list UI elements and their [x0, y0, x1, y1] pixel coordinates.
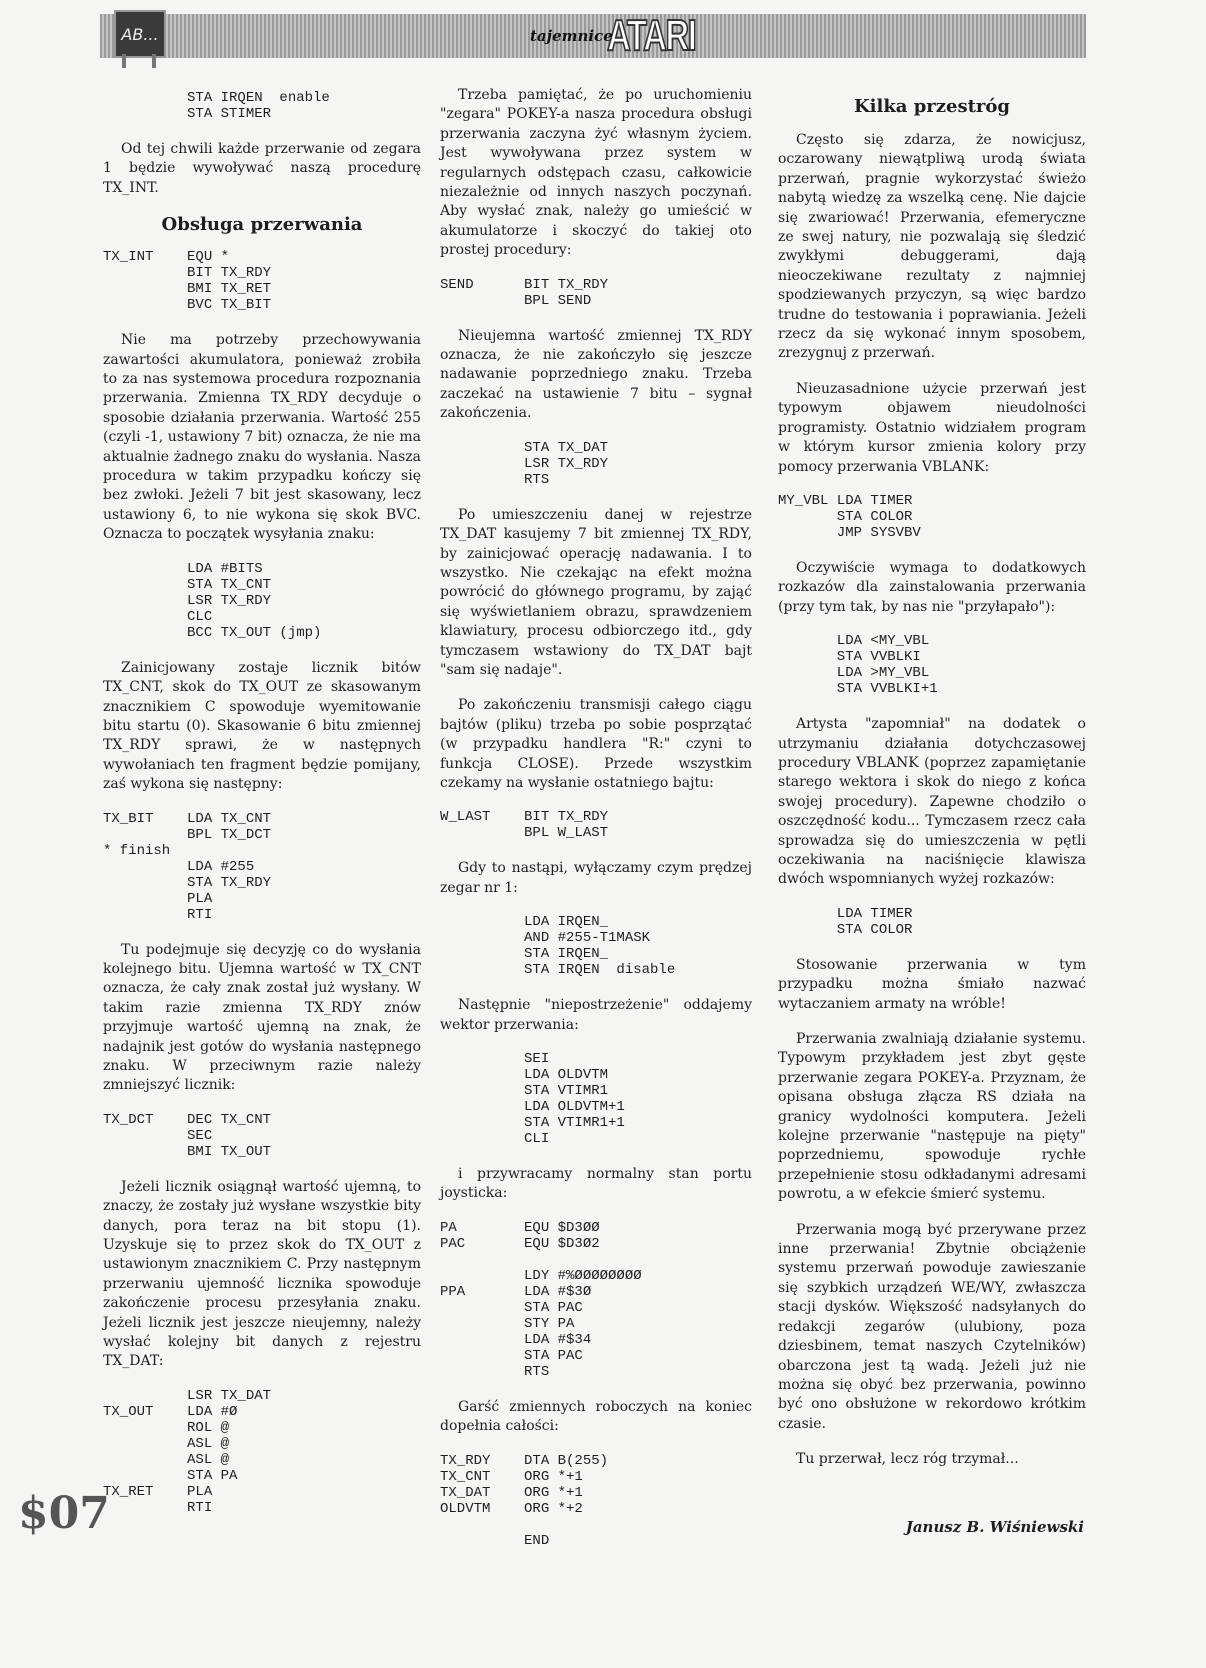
- code-listing: [778, 633, 1086, 697]
- code-listing: [103, 561, 421, 641]
- code-line: TX_INT EQU *: [103, 249, 230, 266]
- code-listing: [440, 277, 752, 309]
- code-line: SEI: [440, 1051, 550, 1067]
- code-listing: [103, 811, 421, 923]
- code-line: STA PAC: [440, 1299, 583, 1316]
- code-line: LDA >MY_VBL: [778, 665, 930, 682]
- code-line: STA VTIMR1: [440, 1083, 609, 1099]
- code-line: W_LAST BIT TX_RDY: [440, 809, 609, 826]
- code-line: LSR TX_DAT: [103, 1387, 272, 1404]
- code-line: LDA #BITS: [103, 560, 263, 577]
- code-listing: [440, 440, 752, 488]
- paragraph: Oczywiście wymaga to dodatkowych rozkazów dla zainstalowania przerwania (przy tym tak, by nas nie "przyłapało"):: [778, 559, 1086, 615]
- column-3: [778, 86, 1086, 1486]
- code-line: AND #255-T1MASK: [440, 930, 651, 947]
- code-line: BIT TX_RDY: [103, 265, 272, 282]
- code-listing: [103, 90, 421, 122]
- code-line: ASL @: [103, 1435, 230, 1452]
- code-line: LSR TX_RDY: [440, 455, 609, 472]
- code-line: LDA OLDVTM+1: [440, 1099, 625, 1115]
- code-line: BPL W_LAST: [440, 825, 609, 842]
- code-line: STA TX_RDY: [103, 874, 272, 891]
- code-listing: [440, 1453, 752, 1549]
- code-line: [440, 1252, 752, 1268]
- paragraph: Od tej chwili każde przerwanie od zegara 1 będzie wywoływać naszą procedurę TX_INT.: [103, 141, 421, 196]
- section-header-bar: [100, 11, 1086, 60]
- paragraph: Zainicjowany zostaje licznik bitów TX_CNT, skok do TX_OUT ze skasowanym znacznikiem C spowoduje wyemitowanie bitu startu (0). Skasowanie 6 bitu zmiennej TX_RDY sprawi, że w następnych wywołaniach ten fragment będzie pomijany, zaś wykona się następny:: [103, 659, 421, 793]
- code-line: STA IRQEN_: [440, 946, 609, 963]
- code-line: STA STIMER: [103, 106, 272, 122]
- code-line: TX_OUT LDA #Ø: [103, 1403, 238, 1420]
- code-line: STA PAC: [440, 1347, 583, 1364]
- code-line: RTS: [440, 471, 550, 488]
- paragraph: Nie ma potrzeby przechowywania zawartości akumulatora, ponieważ zrobiła to za nas systemowa procedura rozpoznania przerwania. Zmienna TX_RDY decyduje o sposobie działania przerwania. Wartość 255 (czyli -1, ustawiony 7 bit) oznacza, że nie ma aktualnie żadnego znaku do wysłania. Nasza procedura w takim przypadku kończy się bez zwłoki. Jeżeli 7 bit jest skasowany, lecz ustawiony 6, to nie wykona się skok BVC. Oznacza to początek wysyłania znaku:: [103, 332, 421, 543]
- paragraph: i przywracamy normalny stan portu joysticka:: [440, 1166, 752, 1202]
- code-line: STA IRQEN disable: [440, 962, 676, 979]
- code-line: BMI TX_OUT: [103, 1143, 272, 1160]
- chalkboard-leg: [122, 54, 126, 68]
- code-listing: [103, 1388, 421, 1516]
- paragraph: Tu podejmuje się decyzję co do wysłania kolejnego bitu. Ujemna wartość w TX_CNT oznacza, że cały znak został już wysłany. W takim razie zmienna TX_RDY znów przyjmuje wartość ujemną na znak, że nadajnik jest gotów do wysłania następnego znaku. W przeciwnym razie należy zmniejszyć licznik:: [103, 941, 421, 1094]
- paragraph: Przerwania mogą być przerywane przez inne przerwania! Zbytnie obciążenie systemu przerwań powoduje zawieszanie się szybkich urządzeń WE/WY, zwłaszcza stacji dysków. Większość nadsyłanych do redakcji zegarów (ulubiony, poza dziesbinem, temat naszych Czytelników) obarczona jest tą wadą. Jeżeli już nie można się obyć bez przerwania, powinno być ono obsłużone w rekordowo krótkim czasie.: [778, 1221, 1086, 1432]
- code-listing: [440, 1220, 752, 1380]
- page-number: $07: [18, 1488, 110, 1539]
- code-line: PAC EQU $D3Ø2: [440, 1235, 600, 1252]
- logo-title: ATARI: [606, 11, 696, 60]
- code-line: LDA <MY_VBL: [778, 633, 930, 650]
- code-line: BCC TX_OUT (jmp): [103, 624, 322, 641]
- code-line: BVC TX_BIT: [103, 297, 272, 314]
- code-line: PPA LDA #$3Ø: [440, 1283, 592, 1300]
- code-line: STA PA: [103, 1467, 238, 1484]
- code-line: TX_BIT LDA TX_CNT: [103, 810, 272, 827]
- paragraph: Po zakończeniu transmisji całego ciągu bajtów (pliku) trzeba po sobie posprzątać (w przypadku handlera "R:" czyni to funkcja CLOSE). Przede wszystkim czekamy na wysłanie ostatniego bajtu:: [440, 697, 752, 791]
- code-listing: [778, 906, 1086, 938]
- paragraph: Garść zmiennych roboczych na koniec dopełnia całości:: [440, 1398, 752, 1435]
- code-listing: [440, 914, 752, 978]
- code-line: TX_DAT ORG *+1: [440, 1484, 583, 1501]
- section-heading: Obsługa przerwania: [161, 214, 363, 236]
- code-line: STA VTIMR1+1: [440, 1115, 625, 1131]
- code-line: MY_VBL LDA TIMER: [778, 492, 913, 509]
- code-line: LDA OLDVTM: [440, 1067, 609, 1083]
- code-line: TX_RET PLA: [103, 1483, 213, 1500]
- code-line: STA IRQEN enable: [103, 90, 330, 106]
- code-line: LDA #$34: [440, 1331, 592, 1348]
- code-line: LDY #%ØØØØØØØØ: [440, 1267, 642, 1284]
- paragraph: Nieujemna wartość zmiennej TX_RDY oznacza, że nie zakończyło się jeszcze nadawanie poprzedniego znaku. Trzeba zaczekać na ustawienie 7 bitu – sygnał zakończenia.: [440, 327, 752, 422]
- code-line: TX_CNT ORG *+1: [440, 1468, 583, 1485]
- paragraph: Tu przerwał, lecz róg trzymał...: [796, 1451, 1019, 1468]
- paragraph: Często się zdarza, że nowicjusz, oczarowany niewątpliwą urodą świata przerwań, pragnie wykorzystać świeżo nabytą wiedzę za wszelką cenę. Nie dajcie się zwariować! Przerwania, efemeryczne ze swej natury, nie pozwalają się śledzić zwykłymi debuggerami, dają nieoczekiwane rezultaty z najmniej spodziewanych przyczyn, są więc bardzo trudne do testowania i poprawiania. Jeżeli rzecz da się wykonać innym sposobem, zrezygnuj z przerwań.: [778, 132, 1086, 362]
- code-line: STY PA: [440, 1315, 575, 1332]
- code-line: ROL @: [103, 1419, 230, 1436]
- code-line: LDA TIMER: [778, 905, 913, 922]
- chalkboard-badge: [114, 10, 166, 58]
- code-line: LDA #255: [103, 858, 255, 875]
- code-line: RTI: [103, 906, 213, 923]
- paragraph: Przerwania zwalniają działanie systemu. Typowym przykładem jest zbyt gęste przerwanie zegara POKEY-a. Przyznam, że opisana obsługa złącza RS działa na granicy wydolności komputera. Jeżeli kolejne przerwanie "następuje na pięty" poprzedniemu, spowoduje rychłe przepełnienie stosu odkładanymi adresami powrotu, a w efekcie śmierć systemu.: [778, 1031, 1086, 1203]
- code-line: OLDVTM ORG *+2: [440, 1500, 583, 1517]
- code-line: JMP SYSVBV: [778, 524, 921, 541]
- code-line: LDA IRQEN_: [440, 914, 609, 931]
- code-listing: [103, 1112, 421, 1160]
- code-line: STA TX_DAT: [440, 439, 609, 456]
- column-2: [440, 86, 752, 1567]
- paragraph: Artysta "zapomniał" na dodatek o utrzymaniu działania dotychczasowej procedury VBLANK (poprzez zapamiętanie starego wektora i skok do niego z końca swojej procedury). Zapewne chodziło o oszczędność kodu... Tymczasem rzecz cała sprowadza się do umieszczenia w pętli oczekiwania na naciśnięcie klawisza dwóch wspomnianych wyżej rozkazów:: [778, 716, 1086, 888]
- atari-logo: [530, 12, 725, 60]
- code-line: STA VVBLKI+1: [778, 681, 938, 698]
- code-line: STA VVBLKI: [778, 649, 921, 666]
- code-line: BMI TX_RET: [103, 281, 272, 298]
- code-line: SEC: [103, 1127, 213, 1144]
- author-signature: Janusz B. Wiśniewski: [905, 1518, 1084, 1536]
- code-listing: [103, 249, 421, 313]
- code-line: [440, 1517, 752, 1533]
- column-1: [103, 86, 421, 1534]
- code-line: STA COLOR: [778, 508, 913, 525]
- paragraph: Trzeba pamiętać, że po uruchomieniu "zegara" POKEY-a nasza procedura obsługi przerwania zaczyna żyć własnym życiem. Jest wywoływana przez system w regularnych odstępach czasu, całkowicie niezależnie od innych naszych poczynań. Aby wysłać znak, należy go umieścić w akumulatorze i skoczyć do takiej oto prostej procedury:: [440, 87, 752, 259]
- code-line: * finish: [103, 842, 171, 859]
- code-line: BPL SEND: [440, 292, 592, 309]
- code-line: RTI: [103, 1499, 213, 1516]
- badge-text: AB...: [121, 24, 159, 44]
- code-line: LSR TX_RDY: [103, 592, 272, 609]
- code-line: STA COLOR: [778, 921, 913, 938]
- code-line: END: [440, 1532, 550, 1549]
- logo-subtitle: tajemnice: [530, 27, 613, 45]
- code-line: TX_RDY DTA B(255): [440, 1452, 609, 1469]
- paragraph: Po umieszczeniu danej w rejestrze TX_DAT kasujemy 7 bit zmiennej TX_RDY, by zainicjować operację nadawania. I to wszystko. Nie czekając na efekt można powrócić do głównego programu, by zająć się wyświetlaniem obrazu, sprawdzeniem klawiatury, procesu odbiorczego itd., gdy tymczasem wstawiony do TX_DAT bajt "sam się nadaje".: [440, 506, 752, 678]
- code-listing: [440, 1051, 752, 1147]
- code-line: PLA: [103, 890, 213, 907]
- code-line: PA EQU $D3ØØ: [440, 1219, 600, 1236]
- code-line: ASL @: [103, 1451, 230, 1468]
- code-line: RTS: [440, 1363, 550, 1380]
- code-line: BPL TX_DCT: [103, 826, 272, 843]
- code-listing: [778, 493, 1086, 541]
- chalkboard-leg: [152, 54, 156, 68]
- paragraph: Jeżeli licznik osiągnął wartość ujemną, to znaczy, że zostały już wysłane wszystkie bity danych, pora teraz na bit stopu (1). Uzyskuje się to przez skok do TX_OUT z ustawionym znacznikiem C. Przy następnym przerwaniu ujemność licznika spowoduje zakończenie procesu przesyłania znaku. Jeżeli licznik jest jeszcze nieujemny, należy wysłać kolejny bit danych z rejestru TX_DAT:: [103, 1178, 421, 1370]
- paragraph: Stosowanie przerwania w tym przypadku można śmiało nazwać wytaczaniem armaty na wróble!: [778, 956, 1086, 1012]
- code-line: STA TX_CNT: [103, 576, 272, 593]
- paragraph: Gdy to nastąpi, wyłączamy czym prędzej zegar nr 1:: [440, 860, 752, 896]
- paragraph: Następnie "niepostrzeżenie" oddajemy wektor przerwania:: [440, 997, 752, 1033]
- code-line: TX_DCT DEC TX_CNT: [103, 1111, 272, 1128]
- paragraph: Nieuzasadnione użycie przerwań jest typowym objawem nieudolności programisty. Ostatnio widziałem program w którym kursor zmienia kolory przy pomocy przerwania VBLANK:: [778, 380, 1086, 475]
- code-line: CLC: [103, 608, 213, 625]
- section-heading: Kilka przestróg: [854, 96, 1010, 117]
- code-line: CLI: [440, 1131, 550, 1147]
- code-line: SEND BIT TX_RDY: [440, 276, 609, 293]
- code-listing: [440, 809, 752, 841]
